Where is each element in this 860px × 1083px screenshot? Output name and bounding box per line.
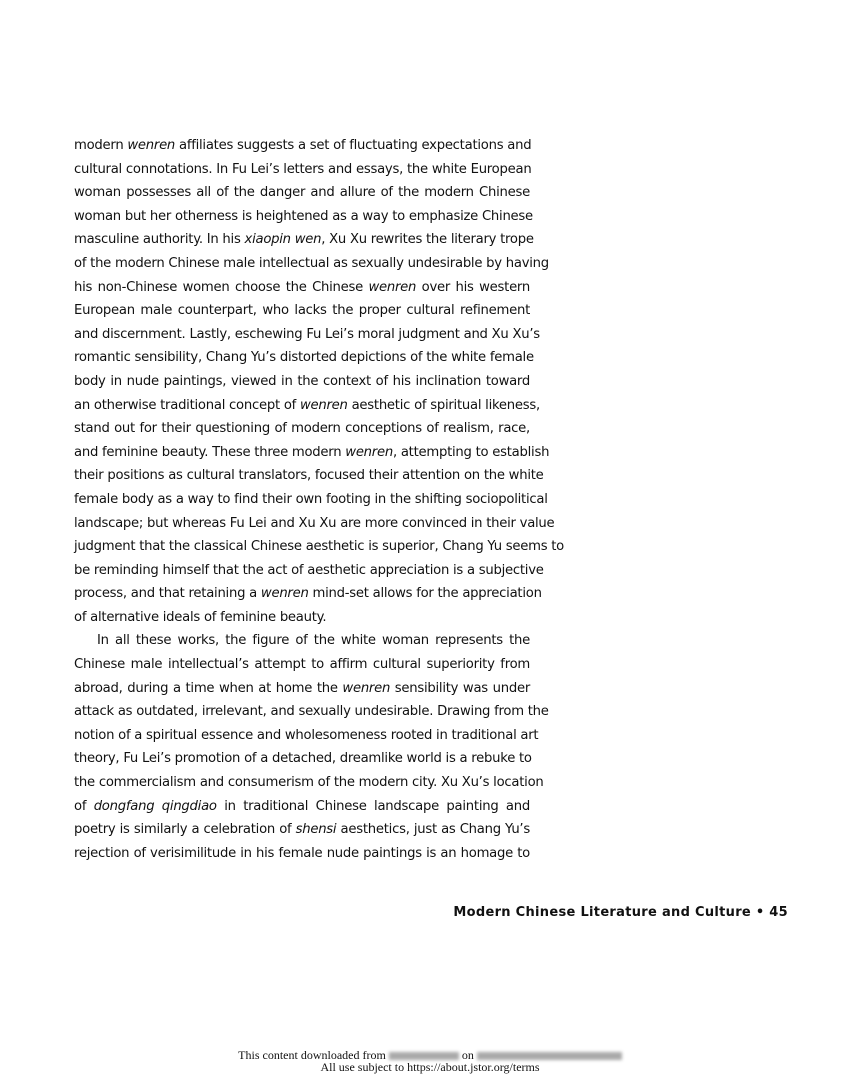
text-segment: woman but her otherness is heightened as a way to emphasize Chinese — [74, 208, 533, 224]
text-segment: theory, Fu Lei’s promotion of a detached, dreamlike world is a rebuke to — [74, 751, 532, 767]
text-segment: Chinese male intellectual’s attempt to affirm cultural superiority from — [74, 657, 530, 673]
text-line — [74, 747, 530, 771]
text-segment: notion of a spiritual essence and wholesomeness rooted in traditional art — [74, 727, 539, 743]
text-segment: and feminine beauty. These three modern — [74, 444, 346, 460]
text-line — [74, 181, 530, 205]
text-segment: landscape; but whereas Fu Lei and Xu Xu are more convinced in their value — [74, 515, 555, 531]
text-line — [74, 512, 555, 536]
text-line — [74, 771, 544, 795]
text-line — [74, 394, 540, 418]
text-line — [74, 228, 534, 252]
redacted-timestamp — [477, 1052, 622, 1060]
text-segment: poetry is similarly a celebration of — [74, 822, 296, 838]
text-segment: rejection of verisimilitude in his female nude paintings is an homage to — [74, 845, 530, 861]
text-line — [74, 252, 549, 276]
text-segment: of alternative ideals of feminine beauty. — [74, 609, 327, 625]
text-segment: of the modern Chinese male intellectual as sexually undesirable by having — [74, 255, 549, 271]
text-line — [74, 488, 548, 512]
italic-term: wenren — [260, 586, 309, 602]
download-notice-prefix: This content downloaded from — [238, 1048, 386, 1062]
text-line — [74, 134, 530, 158]
redacted-ip — [389, 1052, 459, 1060]
text-segment: female body as a way to find their own footing in the shifting sociopolitical — [74, 491, 548, 507]
jstor-footer — [0, 1049, 860, 1073]
text-segment: of — [74, 798, 94, 814]
text-segment: in traditional Chinese landscape painting and — [216, 798, 530, 814]
italic-term: wenren — [299, 397, 348, 413]
text-line — [74, 559, 544, 583]
text-line — [74, 795, 530, 819]
italic-term: wenren — [368, 279, 417, 295]
italic-term: wenren — [342, 680, 391, 696]
italic-term: xiaopin wen — [244, 232, 322, 248]
text-line — [74, 653, 530, 677]
text-line — [74, 346, 534, 370]
text-segment: romantic sensibility, Chang Yu’s distorted depictions of the white female — [74, 350, 534, 366]
text-line — [74, 441, 550, 465]
text-line — [74, 818, 530, 842]
italic-term: wenren — [127, 138, 176, 153]
text-line — [74, 370, 530, 394]
text-segment: be reminding himself that the act of aesthetic appreciation is a subjective — [74, 562, 544, 578]
text-line — [74, 464, 544, 488]
italic-term: dongfang qingdiao — [93, 798, 217, 814]
text-segment: , Xu Xu rewrites the literary trope — [321, 232, 534, 248]
text-line — [74, 606, 530, 630]
terms-notice: All use subject to https://about.jstor.org/terms — [320, 1060, 540, 1074]
text-segment: an otherwise traditional concept of — [74, 397, 300, 413]
text-segment: his non-Chinese women choose the Chinese — [74, 279, 369, 295]
text-segment: stand out for their questioning of modern conceptions of realism, race, — [74, 421, 530, 437]
text-segment: mind-set allows for the appreciation — [308, 586, 542, 602]
text-segment: the commercialism and consumerism of the modern city. Xu Xu’s location — [74, 775, 544, 791]
text-line — [74, 205, 533, 229]
text-segment: over his western — [416, 279, 530, 295]
text-segment: affiliates suggests a set of fluctuating expectations and — [175, 138, 532, 153]
text-segment: In all these works, the figure of the white woman represents the — [97, 633, 530, 649]
text-line — [74, 842, 530, 866]
text-line — [74, 158, 530, 182]
text-segment: and discernment. Lastly, eschewing Fu Lei’s moral judgment and Xu Xu’s — [74, 326, 540, 342]
text-segment: process, and that retaining a — [74, 586, 261, 602]
text-segment: sensibility was under — [390, 680, 530, 696]
text-segment: their positions as cultural translators, focused their attention on the white — [74, 468, 544, 484]
text-line — [74, 417, 530, 441]
download-notice — [0, 1049, 860, 1061]
body-text — [74, 134, 565, 865]
text-segment: masculine authority. In his — [74, 232, 245, 248]
text-line — [74, 629, 530, 653]
text-line — [74, 276, 530, 300]
text-segment: body in nude paintings, viewed in the context of his inclination toward — [74, 373, 530, 389]
text-line — [74, 299, 530, 323]
text-segment: judgment that the classical Chinese aesthetic is superior, Chang Yu seems to — [74, 539, 565, 555]
text-segment: abroad, during a time when at home the — [74, 680, 343, 696]
text-segment: modern — [74, 138, 128, 153]
italic-term: shensi — [295, 822, 337, 838]
text-line — [74, 535, 565, 559]
download-notice-on: on — [461, 1048, 474, 1062]
text-segment: , attempting to establish — [392, 444, 550, 460]
text-line — [74, 323, 540, 347]
text-line — [74, 582, 542, 606]
text-segment: woman possesses all of the danger and allure of the modern Chinese — [74, 185, 530, 201]
text-segment: aesthetic of spiritual likeness, — [347, 397, 540, 413]
text-segment: European male counterpart, who lacks the proper cultural refinement — [74, 303, 530, 319]
text-segment: aesthetics, just as Chang Yu’s — [336, 822, 530, 838]
italic-term: wenren — [345, 444, 393, 460]
text-line — [74, 700, 549, 724]
running-head: Modern Chinese Literature and Culture • 45 — [453, 905, 788, 920]
text-segment: cultural connotations. In Fu Lei’s letters and essays, the white European — [74, 161, 532, 177]
text-line — [74, 677, 530, 701]
text-segment: attack as outdated, irrelevant, and sexually undesirable. Drawing from the — [74, 704, 549, 720]
text-line — [74, 724, 539, 748]
